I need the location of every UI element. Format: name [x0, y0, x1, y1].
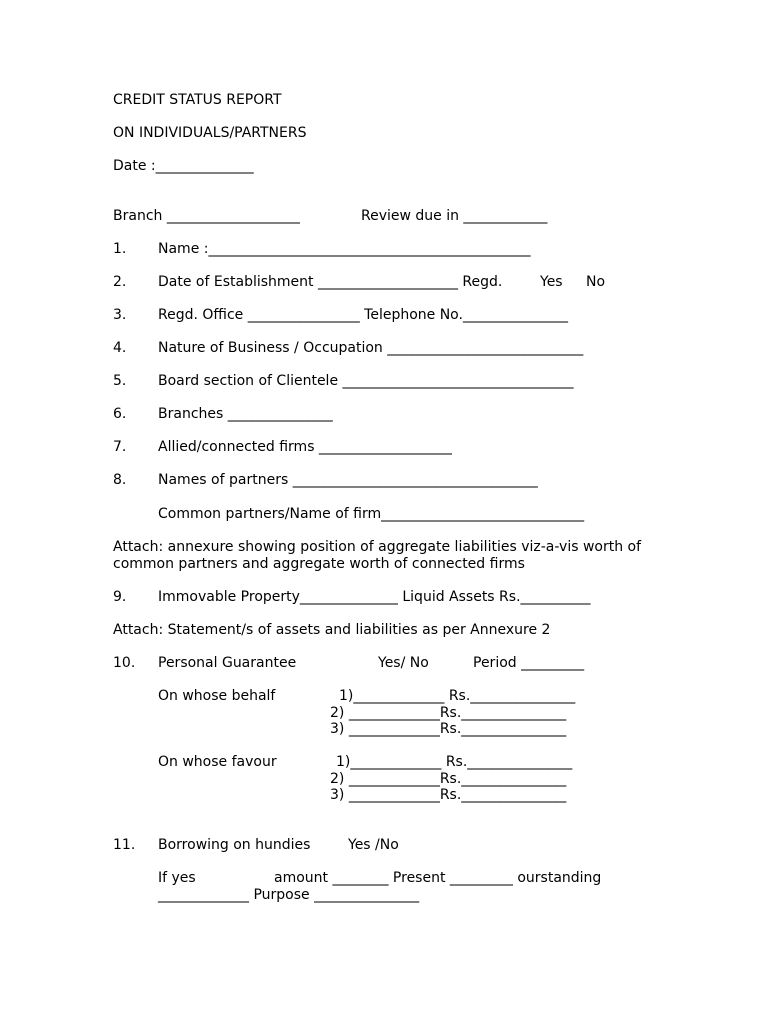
- item-number: 3.: [113, 307, 127, 323]
- common-partners-field: Common partners/Name of firm_____________________________: [158, 506, 585, 522]
- guarantee-yes-no: Yes/ No: [378, 655, 429, 671]
- item-number: 10.: [113, 655, 136, 671]
- favour-line-3: 3) _____________Rs._______________: [330, 787, 567, 803]
- item-text: Branches _______________: [158, 406, 333, 422]
- yes-option: Yes: [540, 274, 563, 290]
- item-text: Board section of Clientele _________________________________: [158, 373, 574, 389]
- item-number: 9.: [113, 589, 127, 605]
- item-text: Nature of Business / Occupation ____________________________: [158, 340, 584, 356]
- item-text: Borrowing on hundies: [158, 837, 311, 853]
- report-title: CREDIT STATUS REPORT: [113, 92, 282, 108]
- review-due-field: Review due in ____________: [361, 208, 548, 224]
- no-option: No: [586, 274, 606, 290]
- item-text: Name :______________________________________________: [158, 241, 531, 257]
- behalf-line-3: 3) _____________Rs._______________: [330, 721, 567, 737]
- item-text: Personal Guarantee: [158, 655, 297, 671]
- item-number: 4.: [113, 340, 127, 356]
- attach-annexure-note: Attach: annexure showing position of aggregate liabilities viz-a-vis worth of common partners and aggregate worth of connected firms: [113, 539, 642, 572]
- item-number: 1.: [113, 241, 127, 257]
- hundies-yes-no: Yes /No: [348, 837, 399, 853]
- favour-label: On whose favour: [158, 754, 277, 770]
- branch-field: Branch ___________________: [113, 208, 300, 224]
- item-number: 6.: [113, 406, 127, 422]
- if-yes-purpose-line: _____________ Purpose _______________: [158, 887, 420, 903]
- item-text: Regd. Office ________________ Telephone No._______________: [158, 307, 568, 323]
- behalf-label: On whose behalf: [158, 688, 276, 704]
- if-yes-label: If yes: [158, 870, 196, 886]
- date-field: Date :______________: [113, 158, 254, 174]
- guarantee-period: Period _________: [473, 655, 585, 671]
- attach-statement-note: Attach: Statement/s of assets and liabilities as per Annexure 2: [113, 622, 551, 638]
- item-number: 11.: [113, 837, 136, 853]
- item-number: 8.: [113, 472, 127, 488]
- item-number: 5.: [113, 373, 127, 389]
- item-number: 7.: [113, 439, 127, 455]
- item-number: 2.: [113, 274, 127, 290]
- favour-line-2: 2) _____________Rs._______________: [330, 771, 567, 787]
- item-text: Allied/connected firms ___________________: [158, 439, 452, 455]
- item-text: Names of partners ___________________________________: [158, 472, 538, 488]
- item-text: Date of Establishment ____________________ Regd.: [158, 274, 503, 290]
- item-text: Immovable Property______________ Liquid Assets Rs.__________: [158, 589, 591, 605]
- behalf-line-1: 1)_____________ Rs._______________: [339, 688, 576, 704]
- report-subtitle: ON INDIVIDUALS/PARTNERS: [113, 125, 307, 141]
- favour-line-1: 1)_____________ Rs._______________: [336, 754, 573, 770]
- behalf-line-2: 2) _____________Rs._______________: [330, 705, 567, 721]
- if-yes-amount-line: amount ________ Present _________ ourstanding: [274, 870, 602, 886]
